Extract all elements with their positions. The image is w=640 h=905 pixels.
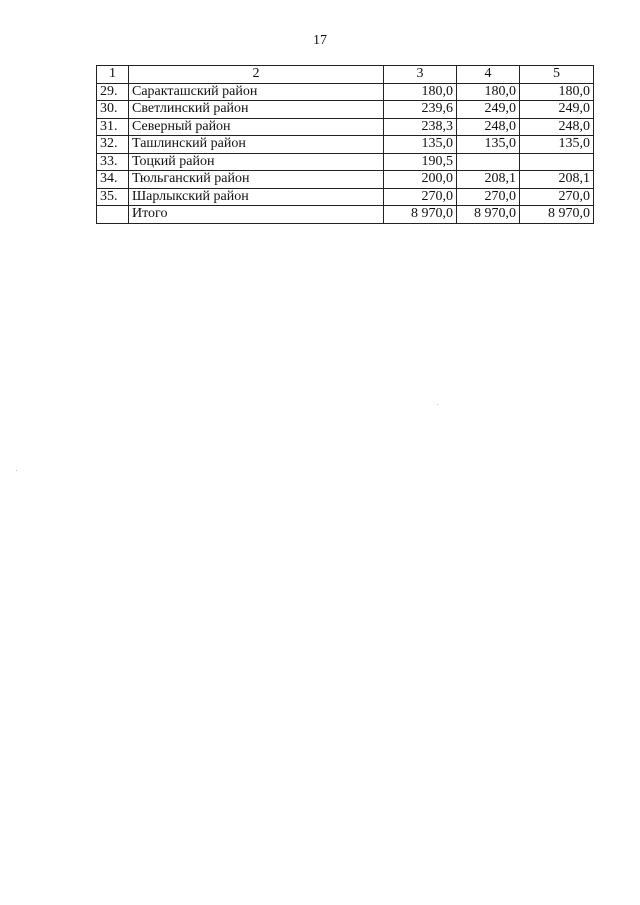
scan-speck xyxy=(437,404,438,405)
value-col-5: 135,0 xyxy=(520,136,594,154)
value-col-4: 270,0 xyxy=(457,188,520,206)
value-col-3: 200,0 xyxy=(384,171,457,189)
header-cell-5: 5 xyxy=(520,66,594,84)
total-label: Итого xyxy=(129,206,384,224)
district-name: Шарлыкский район xyxy=(129,188,384,206)
total-col-3: 8 970,0 xyxy=(384,206,457,224)
table-row xyxy=(97,101,594,119)
value-col-3: 238,3 xyxy=(384,118,457,136)
value-col-3: 270,0 xyxy=(384,188,457,206)
value-col-3: 239,6 xyxy=(384,101,457,119)
value-col-5: 249,0 xyxy=(520,101,594,119)
table-row xyxy=(97,188,594,206)
total-index-cell xyxy=(97,206,129,224)
district-name: Тоцкий район xyxy=(129,153,384,171)
row-index: 34. xyxy=(97,171,129,189)
value-col-5: 208,1 xyxy=(520,171,594,189)
district-name: Тюльганский район xyxy=(129,171,384,189)
value-col-5: 248,0 xyxy=(520,118,594,136)
row-index: 29. xyxy=(97,83,129,101)
table-row xyxy=(97,153,594,171)
scan-speck xyxy=(16,470,17,471)
row-index: 35. xyxy=(97,188,129,206)
district-name: Саракташский район xyxy=(129,83,384,101)
district-name: Ташлинский район xyxy=(129,136,384,154)
row-index: 31. xyxy=(97,118,129,136)
row-index: 30. xyxy=(97,101,129,119)
value-col-4: 180,0 xyxy=(457,83,520,101)
value-col-3: 180,0 xyxy=(384,83,457,101)
allocation-table xyxy=(96,65,594,224)
table-row xyxy=(97,136,594,154)
total-col-5: 8 970,0 xyxy=(520,206,594,224)
header-cell-2: 2 xyxy=(129,66,384,84)
value-col-4: 248,0 xyxy=(457,118,520,136)
value-col-5: 180,0 xyxy=(520,83,594,101)
total-col-4: 8 970,0 xyxy=(457,206,520,224)
row-index: 33. xyxy=(97,153,129,171)
value-col-4: 249,0 xyxy=(457,101,520,119)
value-col-4: 208,1 xyxy=(457,171,520,189)
value-col-3: 135,0 xyxy=(384,136,457,154)
value-col-5: 270,0 xyxy=(520,188,594,206)
header-cell-4: 4 xyxy=(457,66,520,84)
table-total-row xyxy=(97,206,594,224)
value-col-5 xyxy=(520,153,594,171)
table-row xyxy=(97,83,594,101)
district-name: Северный район xyxy=(129,118,384,136)
table-header-row xyxy=(97,66,594,84)
value-col-3: 190,5 xyxy=(384,153,457,171)
row-index: 32. xyxy=(97,136,129,154)
value-col-4: 135,0 xyxy=(457,136,520,154)
district-name: Светлинский район xyxy=(129,101,384,119)
value-col-4 xyxy=(457,153,520,171)
page-number: 17 xyxy=(313,33,327,48)
header-cell-1: 1 xyxy=(97,66,129,84)
table-row xyxy=(97,118,594,136)
header-cell-3: 3 xyxy=(384,66,457,84)
table-row xyxy=(97,171,594,189)
